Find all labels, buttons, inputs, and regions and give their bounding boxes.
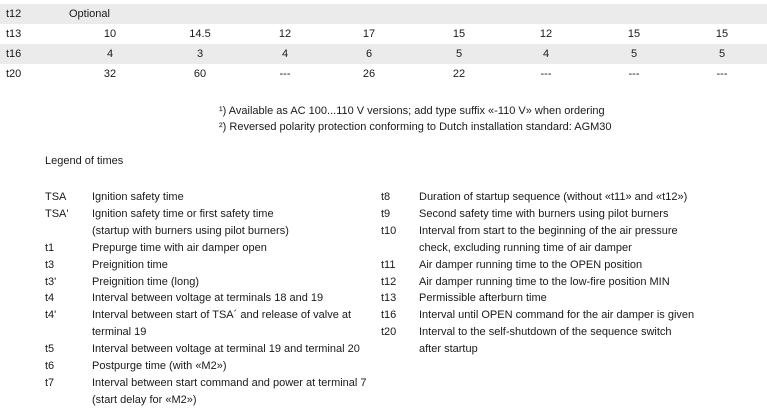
- table-cell: 60: [193, 68, 207, 80]
- footnote: ²) Reversed polarity protection conforming to Dutch installation standard: AGM30: [219, 121, 612, 133]
- legend-key: TSA': [45, 207, 69, 220]
- legend-entry: [381, 341, 694, 358]
- legend-text: Interval from start to the beginning of the air pressure: [419, 224, 678, 237]
- legend-text: Second safety time with burners using pilot burners: [419, 207, 669, 220]
- legend-text: Interval between voltage at terminals 18 and 19: [92, 292, 324, 305]
- legend-entry: [45, 324, 367, 341]
- table-cell: 15: [452, 28, 466, 40]
- legend-entry: [381, 206, 694, 223]
- table-cell: 6: [365, 48, 373, 60]
- table-cell: ---: [279, 68, 291, 80]
- legend-key: t13: [381, 292, 397, 305]
- table-cell: ---: [716, 68, 728, 80]
- legend-key: [45, 223, 92, 240]
- legend-text: Interval between voltage at terminal 19 and terminal 20: [92, 343, 360, 356]
- table-cell: 17: [362, 28, 376, 40]
- legend-text: terminal 19: [92, 326, 147, 339]
- legend-text: Ignition safety time or first safety time: [92, 207, 274, 220]
- legend-text: Interval between start command and power at terminal 7: [92, 376, 367, 389]
- legend-text: Interval until OPEN command for the air damper is given: [419, 309, 695, 322]
- table-cell: ---: [540, 68, 552, 80]
- legend-key: t4: [45, 292, 55, 305]
- table-cell: 3: [196, 48, 204, 60]
- legend-entry: [381, 274, 694, 291]
- table-cell: 26: [362, 68, 376, 80]
- table-cell: 10: [103, 28, 117, 40]
- legend-right-column: [381, 189, 694, 358]
- row-label: t16: [6, 48, 22, 60]
- legend-entry: [381, 189, 694, 206]
- legend-entry: [381, 240, 694, 257]
- legend-entry: [45, 189, 367, 206]
- legend-text: after startup: [419, 343, 478, 356]
- legend-text: (start delay for «M2»): [92, 393, 197, 406]
- legend-entry: [45, 307, 367, 324]
- legend-text: Air damper running time to the OPEN position: [419, 258, 643, 271]
- legend-key: [45, 324, 92, 341]
- table-cell: 5: [630, 48, 638, 60]
- table-cell: 4: [542, 48, 550, 60]
- row-label: t12: [6, 8, 22, 20]
- table-cell: 22: [452, 68, 466, 80]
- legend-text: Interval between start of TSA´ and release of valve at: [92, 309, 352, 322]
- legend-key: [381, 341, 419, 358]
- legend-entry: [45, 392, 367, 409]
- legend-key: t4': [45, 309, 57, 322]
- table-row: [0, 64, 767, 84]
- footnotes: [219, 103, 612, 135]
- legend-left-column: [45, 189, 367, 409]
- table-cell: 12: [539, 28, 553, 40]
- legend-key: t7: [45, 376, 55, 389]
- legend-key: t11: [381, 258, 396, 271]
- legend-entry: [45, 341, 367, 358]
- table-cell: 5: [718, 48, 726, 60]
- legend-text: Postpurge time (with «M2»): [92, 360, 227, 373]
- legend-entry: [45, 223, 367, 240]
- table-cell: 4: [106, 48, 114, 60]
- legend-key: t3: [45, 258, 55, 271]
- legend-key: t1: [45, 241, 55, 254]
- legend-text: (startup with burners using pilot burners): [92, 224, 289, 237]
- legend-key: t3': [45, 275, 57, 288]
- table-cell: ---: [628, 68, 640, 80]
- legend-entry: [45, 240, 367, 257]
- table-row: [0, 44, 767, 64]
- legend-entry: [381, 324, 694, 341]
- legend-entry: [45, 375, 367, 392]
- legend-entry: [381, 223, 694, 240]
- legend-entry: [381, 307, 694, 324]
- legend-entry: [45, 274, 367, 291]
- table-cell: 14.5: [189, 28, 211, 40]
- legend-text: Preignition time (long): [92, 275, 199, 288]
- legend-text: Preignition time: [92, 258, 168, 271]
- legend-key: t6: [45, 360, 55, 373]
- table-row: [0, 24, 767, 44]
- legend-key: t16: [381, 309, 397, 322]
- table-cell: 32: [103, 68, 117, 80]
- table-cell: 4: [281, 48, 289, 60]
- legend-entry: [45, 206, 367, 223]
- legend-key: t12: [381, 275, 397, 288]
- legend-text: Interval to the self-shutdown of the sequence switch: [419, 326, 672, 339]
- legend-key: t10: [381, 224, 397, 237]
- legend-entry: [381, 257, 694, 274]
- row-optional-note: Optional: [69, 8, 110, 20]
- row-label: t13: [6, 28, 22, 40]
- legend-text: Air damper running time to the low-fire position MIN: [419, 275, 670, 288]
- row-label: t20: [6, 68, 22, 80]
- table-row: [0, 4, 767, 24]
- legend-key: t8: [381, 191, 391, 203]
- legend-text: check, excluding running time of air damper: [419, 241, 632, 254]
- legend-text: Permissible afterburn time: [419, 292, 547, 305]
- legend-key: [45, 392, 92, 409]
- legend-key: [381, 240, 419, 257]
- footnote: ¹) Available as AC 100...110 V versions; add type suffix «-110 V» when ordering: [219, 105, 605, 117]
- table-cell: 15: [627, 28, 641, 40]
- table-cell: 12: [278, 28, 292, 40]
- legend-entry: [45, 290, 367, 307]
- legend-key: t20: [381, 326, 397, 339]
- legend-text: Prepurge time with air damper open: [92, 241, 267, 254]
- legend-entry: [45, 257, 367, 274]
- legend-text: Ignition safety time: [92, 191, 184, 203]
- legend-entry: [381, 290, 694, 307]
- table-cell: 5: [455, 48, 463, 60]
- legend-key: t5: [45, 343, 55, 356]
- legend-key: t9: [381, 207, 391, 220]
- legend-text: Duration of startup sequence (without «t11» and «t12»): [419, 191, 688, 203]
- legend-entry: [45, 358, 367, 375]
- legend-title: Legend of times: [45, 155, 124, 167]
- table-cell: 15: [715, 28, 729, 40]
- legend-key: TSA: [45, 191, 67, 203]
